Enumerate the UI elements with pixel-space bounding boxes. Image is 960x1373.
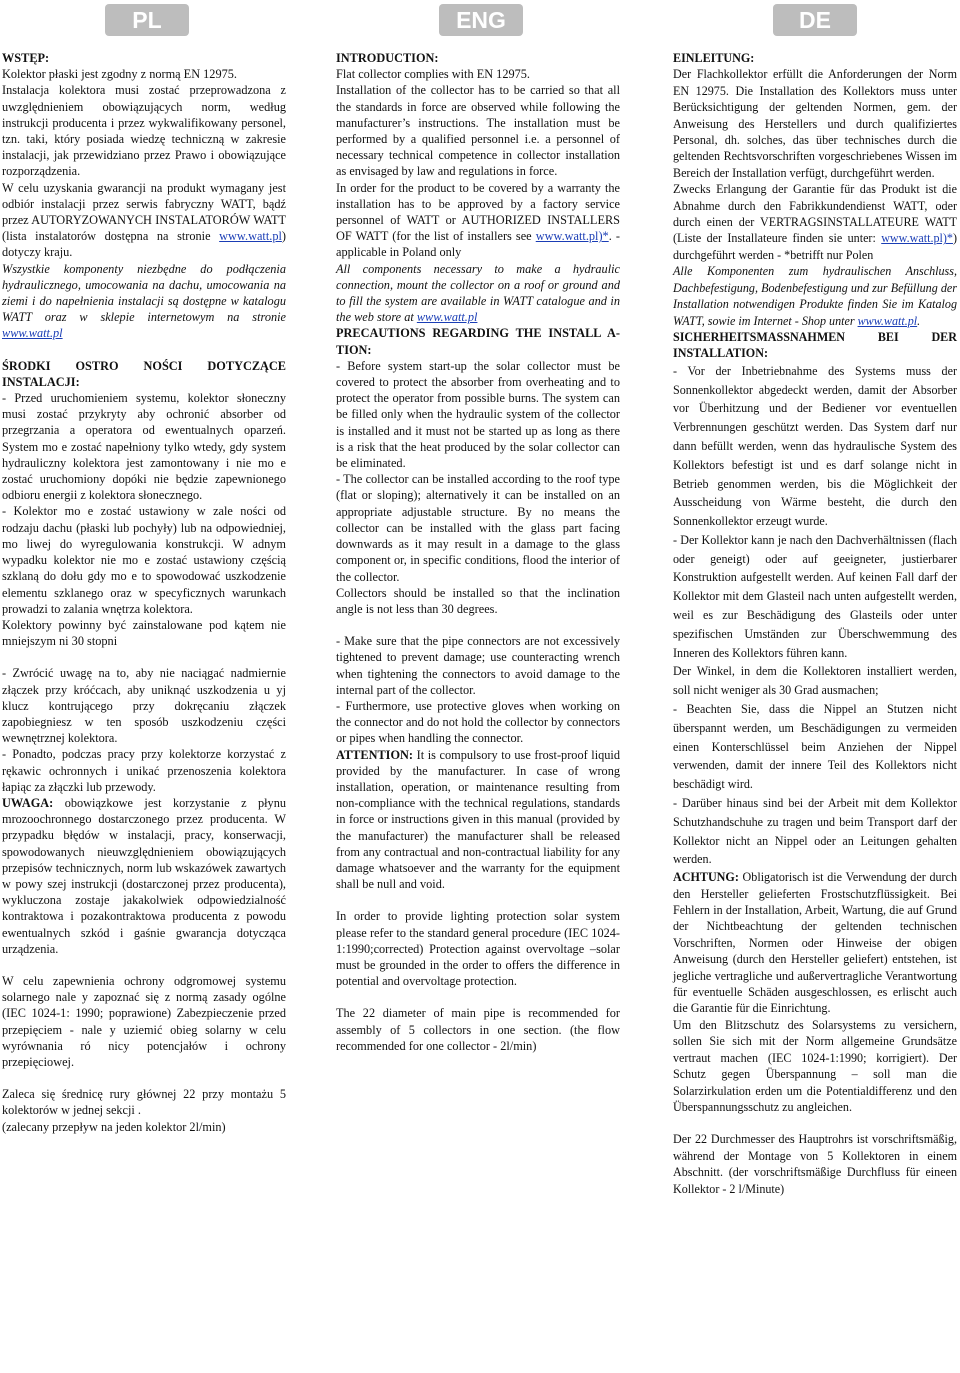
components-link[interactable]: www.watt.pl (416, 310, 478, 325)
safety-heading: PRECAUTIONS REGARDING THE INSTALL A-TION: (336, 326, 620, 357)
warranty-tail: . - applicable in Poland only (336, 229, 620, 260)
intro-heading: INTRODUCTION: (336, 51, 439, 65)
intro-standard: Kolektor płaski jest zgodny z normą EN 12975. (2, 67, 237, 82)
safety-cover: - Przed uruchomieniem systemu, kolektor słoneczny musi zostać przykryty aby ochronić absorber od przegrzania a operatora od ewentualnych oparzeń. System mo e zostać napełniony tylko wtedy, gdy system hydrauliczny kolektora jest zamontowany i nie mo e zostać uruchomiony dopóki nie będzie zapewnionego odbioru energii z kolektora słonecznego. (2, 391, 286, 503)
pipe-diameter: Zaleca się średnicę rury głównej 22 przy montażu 5 kolektorów w jednej sekcji . (2, 1087, 286, 1118)
warranty-text: Zwecks Erlangung der Garantie für das Produkt ist die Abnahme durch den Fabrikkundendienst WATT, oder durch einen der VERTRAGSINSTALLATEURE WATT (Liste der Installateure finden sie unter: (673, 182, 957, 246)
intro-installation: Instalacja kolektora musi zostać przeprowadzona z uwzględnieniem obowiązujących norm, według instrukcji producenta i przez wykwalifikowany personel, tzn. taki, który posiada wiedzę techniczną w zakresie instalacji, jak przewidziano przez Prawo i obowiązujące rozporządzenia. (2, 83, 286, 179)
attention-text: It is compulsory to use frost-proof liquid provided by the manufacturer. In case of wrong installation, operation, or maintenance resulting from non-compliance with the technical regulations, standards in force or instructions given in this manual (provided by the manufacturer) the manufacturer shall be released from any contractual and non-contractual liability for any damage whatsoever and the warranty for the equipment shall be null and void. (336, 747, 620, 892)
components-tail: . (917, 313, 921, 328)
connectors-tightening: - Make sure that the pipe connectors are not excessively tightened to prevent damage; use counteracting wrench when tightening the connectors to avoid damage to the internal part of the collector. (336, 634, 620, 697)
components-link[interactable]: www.watt.pl (857, 313, 918, 328)
warranty-paragraph (2, 180, 286, 261)
column-english (336, 50, 620, 1054)
intro-heading: EINLEITUNG: (673, 51, 755, 65)
components-paragraph (673, 263, 957, 329)
safety-mounting: - Kolektor mo e zostać ustawiony w zale ności od rodzaju dachu (płaski lub pochyły) lub na odpowiedniej, mo liwej do wyregulowania konstrukcji. W adnym wypadku kolektor nie mo e zostać ustawiony częścią szklaną do dołu gdy mo e to spowodować uszkodzenie elementu szklanego oraz w specyficznych warunkach prowadzi to zalania wnętrza kolektora. (2, 504, 286, 616)
attention-text: obowiązkowe jest korzystanie z płynu mrozoochronnego dostarczonego przez producenta. W przypadku błędów w instalacji, pracy, konserwacji, spowodowanych nieuwzględnieniem obowiązujących przepisów technicznych, norm lub wskazówek zawartych w powy szej instrukcji (dostarczonej przez producenta), wykluczona zostaje jakakolwiek odpowiedzialność kontraktowa i pozakontraktowa producenta z powodu ewentualnych szkód i gaśnie gwarancja dotycząca urządzenia. (2, 795, 286, 956)
column-polish (2, 50, 286, 1135)
attention-label: ACHTUNG: (673, 870, 739, 885)
attention-label: UWAGA: (2, 795, 54, 810)
safety-heading: ŚRODKI OSTRO NOŚCI DOTYCZĄCE INSTALACJI: (2, 358, 286, 389)
pipe-diameter: Der 22 Durchmesser des Hauptrohrs ist vorschriftsmäßig, während der Montage von 5 Kollektoren in einem Abschnitt. (der vorschriftsmäßige Durchfluss für eineen Kollektor - 2 l/Minute) (673, 1132, 957, 1196)
components-text: All components necessary to make a hydraulic connection, mount the collector on a roof or ground and to fill the system are available in WATT catalogue and in the web store at (336, 261, 620, 325)
safety-angle: Kolektory powinny być zainstalowane pod kątem nie mniejszym ni 30 stopni (2, 617, 286, 649)
warranty-paragraph (336, 180, 620, 261)
connectors-gloves: - Furthermore, use protective gloves when working on the connector and do not hold the collector by connectors or pipes when handling the connector. (336, 698, 620, 746)
safety-mounting: - The collector can be installed according to the roof type (flat or sloping); alternatively it can be installed on an appropriate adjustable structure. By no means the collector can be installed with the glass part facing downwards as it may result in a damage to the glass component or, in specific conditions, flood the interior of the collector. (336, 472, 620, 584)
safety-cover: - Before system start-up the solar collector must be covered to protect the absorber from overheating and to protect the operator from possible burns. The system can be filled only when the hydraulic system of the collector is installed and it must not be started up as long as there is a risk that the heat produced by the solar collector can be eliminated. (336, 358, 620, 471)
components-link[interactable]: www.watt.pl (2, 326, 63, 341)
warranty-text: In order for the product to be covered by a warranty the installation has to be approved by a factory service personnel of WATT or AUTHORIZED INSTALLERS OF WATT (for the list of installers see (336, 180, 620, 244)
attention-text: Obligatorisch ist die Verwendung der durch den Hersteller gelieferten Frostschutzflüssigkeit. Bei Fehlern in der Installation, Arbeit, Wartung, die auf Grund der Nichtbeachtung der geltenden technischen Vorschriften, Normen oder Hinweise der obigen Anweisung (durch den Hersteller geliefert) entstehen, ist jegliche vertragliche und außervertragliche Verantwortung für eventuelle Schäden ausgeschlossen, es erlischt auch die Garantie für die Einrichtung. (673, 870, 957, 1016)
safety-mounting: - Der Kollektor kann je nach den Dachverhältnissen (flach oder geneigt) oder auf geeigneter, justierbarer Konstruktion aufgestellt werden. Auf keinen Fall darf der Kollektor mit dem Glasteil nach unten aufgestellt werden, weil es zur Beschädigung des Glasteils oder unter spezifischen Umständen zur Überschwemmung des Inneren des Kollektors führen kann. (673, 532, 957, 660)
components-text: Alle Komponenten zum hydraulischen Anschluss, Dachbefestigung, Bodenbefestigung und zur Befüllung der Installation notwendigen Produkte finden Sie im Katalog WATT, sowie im Internet - Shop unter (673, 264, 957, 328)
pipe-diameter: The 22 diameter of main pipe is recommended for assembly of 5 collectors in one section. (the flow recommended for one collector - 2l/min) (336, 1006, 620, 1053)
connectors-gloves: - Ponadto, podczas pracy przy kolektorze korzystać z rękawic ochronnych i unikać przenoszenia kolektora łapiąc za złączki lub przewody. (2, 747, 286, 794)
connectors-gloves: - Darüber hinaus sind bei der Arbeit mit dem Kollektor Schutzhandschuhe zu tragen und beim Transport darf der Kollektor nicht an Nippel oder an Leitungen gehalten werden. (673, 796, 957, 867)
safety-cover: - Vor der Inbetriebnahme des Systems muss der Sonnenkollektor abgedeckt werden, damit der Absorber vor Überhitzung und der Bediener vor eventuellen Verbrennungen geschützt werden. Das System darf nur dann befüllt werden, wenn das hydraulische System des Kollektors befestigt ist und es darf solange nicht in Betrieb genommen werden, bis die Möglichkeit der Ausscheidung von Wärme besteht, die durch den Sonnenkollektor erzeugt wurde. (673, 363, 957, 529)
tab-pl[interactable]: PL (105, 4, 189, 36)
lightning-protection: W celu zapewnienia ochrony odgromowej systemu solarnego nale y zapoznać się z normą zasady ogólne (IEC 1024-1: 1990; poprawione) Zabezpieczenie przed przepięciem - nale y uziemić obieg solarny w celu wyrównania ró nicy potencjałów i ochrony przepięciowej. (2, 973, 286, 1069)
intro-standard: Flat collector complies with EN 12975. (336, 67, 530, 82)
warranty-paragraph (673, 181, 957, 263)
warranty-link[interactable]: www.watt.pl (219, 229, 282, 244)
warranty-link[interactable]: www.watt.pl)* (881, 231, 953, 246)
intro-heading: WSTĘP: (2, 51, 50, 65)
attention-paragraph (673, 869, 957, 1017)
tab-eng[interactable]: ENG (439, 4, 523, 36)
warranty-text: W celu uzyskania gwarancji na produkt wymagany jest odbiór instalacji przez serwis fabryczny WATT, bądź przez AUTORYZOWANYCH INSTALATORÓW WATT (lista instalatorów dostępna na stronie (2, 180, 286, 244)
lightning-protection: In order to provide lighting protection solar system please refer to the standard general procedure (IEC 1024-1:1990;corrected) Protection against overvoltage –solar must be grounded in the order to offers the difference in potential and overvoltage protection. (336, 909, 620, 989)
intro-installation: Der Flachkollektor erfüllt die Anforderungen der Norm EN 12975. Die Installation des Kollektors muss unter Berücksichtigung der geltenden Normen, gem. der Anweisung des Herstellers und durch qualifiziertes Personal, dh. solches, das über technisches durch die geltenden Rechtsvorschriften vorgeschriebenes Wissen im Bereich der Installation verfügt, durchgeführt werden. (673, 67, 957, 180)
components-paragraph (2, 261, 286, 342)
warranty-tail: ) durchgeführt werden - *betrifft nur Polen (673, 231, 957, 262)
safety-heading: SICHERHEITSMASSNAHMEN BEI DER INSTALLATION: (673, 329, 957, 361)
attention-paragraph (2, 795, 286, 957)
safety-angle: Der Winkel, in dem die Kollektoren installiert werden, soll nicht weniger als 30 Grad ausmachen; (673, 664, 957, 698)
tab-de[interactable]: DE (773, 4, 857, 36)
components-text: Wszystkie komponenty niezbędne do podłączenia hydraulicznego, umocowania na dachu, umocowania na ziemi i do napełnienia instalacji są dostępne w katalogu WATT oraz w sklepie internetowym na stronie (2, 261, 286, 325)
column-german (673, 50, 957, 1197)
intro-installation: Installation of the collector has to be carried so that all the standards in force are observed while following the manufacturer’s instructions. The installation must be performed by a qualified personnel i.e. a personnel of necessary technical competence in collector installation as envisaged by law and regulations in force. (336, 83, 620, 179)
pipe-flow: (zalecany przepływ na jeden kolektor 2l/min) (2, 1119, 226, 1134)
connectors-tightening: - Beachten Sie, dass die Nippel an Stutzen nicht überspannt werden, um Beschädigungen zu vermeiden einen Konterschlüssel beim Anziehen der Nippel verwenden, damit der innere Teil des Kollektors nicht beschädigt wird. (673, 702, 957, 792)
warranty-tail: ) dotyczy kraju. (2, 229, 286, 260)
lightning-protection: Um den Blitzschutz des Solarsystems zu versichern, sollen Sie sich mit der Norm allgemeine Grundsätze vertraut machen (IEC 1024-1:1990; korrigiert). Der Schutz gegen Überspannung – soll man die Solarzirkulation erden um die Potentialdifferenz und den Überspannungsschutz zu angleichen. (673, 1017, 957, 1114)
connectors-tightening: - Zwrócić uwagę na to, aby nie naciągać nadmiernie złączek przy króćcach, aby uniknąć uszkodzenia u yj klucz kontrującego przy dokręcaniu złączek zapobiegniesz w ten sposób uszkodzeniu części wewnętrznej kolektora. (2, 666, 286, 746)
safety-angle: Collectors should be installed so that the inclination angle is not less than 30 degrees. (336, 585, 620, 616)
components-paragraph (336, 261, 620, 326)
warranty-link[interactable]: www.watt.pl)* (535, 229, 609, 244)
attention-paragraph (336, 747, 620, 893)
attention-label: ATTENTION: (336, 747, 413, 762)
